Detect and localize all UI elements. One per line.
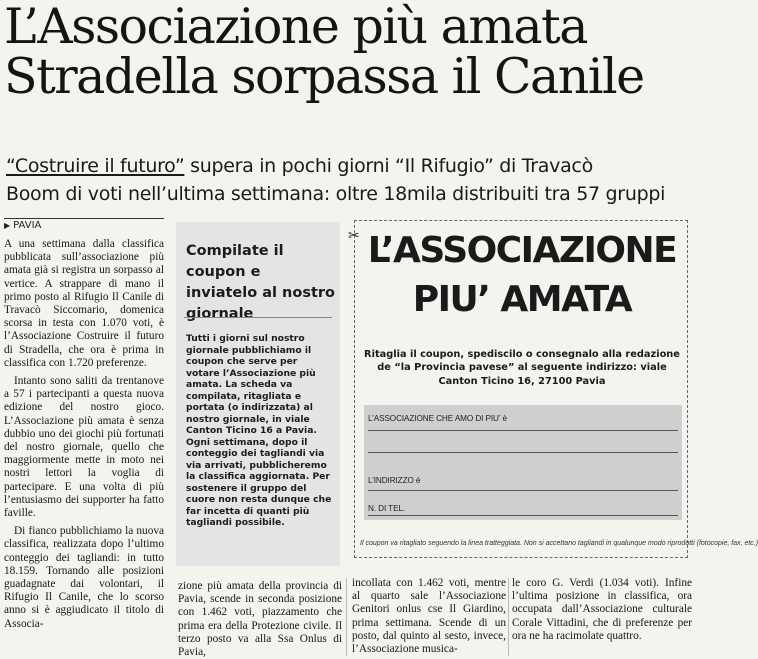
headline — [4, 0, 704, 105]
association-field-label: L’ASSOCIAZIONE CHE AMO DI PIU’ è — [368, 414, 507, 423]
article-paragraph: zione più amata della provincia di Pavia, scende in seconda posizione con 1.462 voti, piazzamento che prima era della Protezione civile. Il terzo posto va alla Ssa Onlus di Pavia, — [178, 580, 342, 659]
subheadline-rest: supera in pochi giorni “Il Rifugio” di Travacò — [184, 155, 593, 177]
coupon-title-line-1: L’ASSOCIAZIONE — [367, 230, 677, 271]
scissors-icon: ✂ — [348, 228, 360, 244]
column-divider — [508, 578, 509, 656]
coupon-title — [360, 226, 684, 324]
association-field-line-2[interactable] — [368, 452, 678, 453]
association-field-line[interactable] — [368, 430, 678, 431]
coupon-title-line-2: PIU’ AMATA — [412, 279, 632, 320]
article-paragraph: incollata con 1.462 voti, mentre al quarto sale l’Associazione Genitori onlus cse Il Giardino, prima settimana. Scende di un posto, dal quinto al sesto, invece, l’Associazione musica- — [352, 577, 506, 656]
info-box-divider — [184, 317, 332, 318]
article-paragraph: Di fianco pubblichiamo la nuova classifica, realizzata dopo l’ultimo conteggio dei tagliandi: in tutto 18.159. Tornando alle posizioni guadagnate dai volontari, il Rifugio Il Canile, che lo scorso anno si è aggiudicato il titolo di Associa- — [4, 525, 164, 630]
address-field-label: L’INDIRIZZO è — [368, 476, 421, 485]
phone-field-label: N. DI TEL. — [368, 504, 406, 513]
info-box-text: Tutti i giorni sul nostro giornale pubblichiamo il coupon che serve per votare l’Associazione più amata. La scheda va compilata, ritagliata e portata (o indirizzata) al nostro giornale, in viale Canton Ticino 16 a Pavia. Ogni settimana, dopo il conteggio dei tagliandi via via arrivati, pubblicheremo la classifica aggiornata. Per sostenere il gruppo del cuore non resta dunque che far incetta di quanti più tagliandi possibile. — [186, 333, 332, 528]
coupon-note: Il coupon va ritagliato seguendo la linea tratteggiata. Non si accettano tagliandi in qualunque modo riprodotti (fotocopie, fax, etc.) — [360, 540, 758, 547]
headline-line-1: L’Associazione più amata — [4, 0, 587, 55]
section-label — [4, 220, 41, 231]
article-column-2 — [178, 580, 342, 659]
column-divider — [346, 578, 347, 656]
section-label-text: PAVIA — [13, 220, 42, 231]
article-paragraph: le coro G. Verdi (1.034 voti). Infine l’ultima posizione in classifica, ora occupata dall’Associazione culturale Corale Vittadini, che di preferenze per ora ne ha racimolate quattro. — [512, 577, 692, 642]
article-paragraph: A una settimana dalla classifica pubblicata sull’associazione più amata già si registra un sorpasso al vertice. A strappare di mano il primo posto al Rifugio Il Canile di Travacò Siccomario, domenica scorsa in testa con 1.070 voti, è l’Associazione Costruire il futuro di Stradella, che ora è prima in classifica con 1.720 preferenze. — [4, 238, 164, 369]
phone-field-line[interactable] — [368, 515, 678, 516]
article-column-4 — [512, 577, 692, 656]
subheadline-quote: “Costruire il futuro” — [6, 155, 185, 177]
triangle-right-icon: ▶ — [4, 221, 11, 230]
article-paragraph: Intanto sono saliti da trentanove a 57 i partecipanti a questa nuova edizione del nostro gioco. L’Associazione più amata è senza dubbio uno dei giochi più fortunati del nostro giornale, quello che maggiormente mette in moto nei nostri lettori la voglia di partecipare. E una volta di più l’entusiasmo dei supporter ha fatto faville. — [4, 375, 164, 520]
address-field-line[interactable] — [368, 490, 678, 491]
info-box-title: Compilate il coupon e inviatelo al nostro giornale — [186, 243, 336, 322]
coupon-instructions: Ritaglia il coupon, spediscilo o consegnalo alla redazione de “la Provincia pavese” al seguente indirizzo: viale Canton Ticino 16, 27100 Pavia — [364, 349, 680, 387]
article-column-3 — [352, 577, 506, 656]
headline-line-2: Stradella sorpassa il Canile — [4, 48, 644, 105]
article-column-1 — [4, 238, 164, 656]
section-rule — [4, 218, 164, 219]
subheadline-line-2: Boom di voti nell’ultima settimana: oltre 18mila distribuiti tra 57 gruppi — [6, 183, 666, 205]
subheadline-line-1 — [6, 155, 696, 177]
